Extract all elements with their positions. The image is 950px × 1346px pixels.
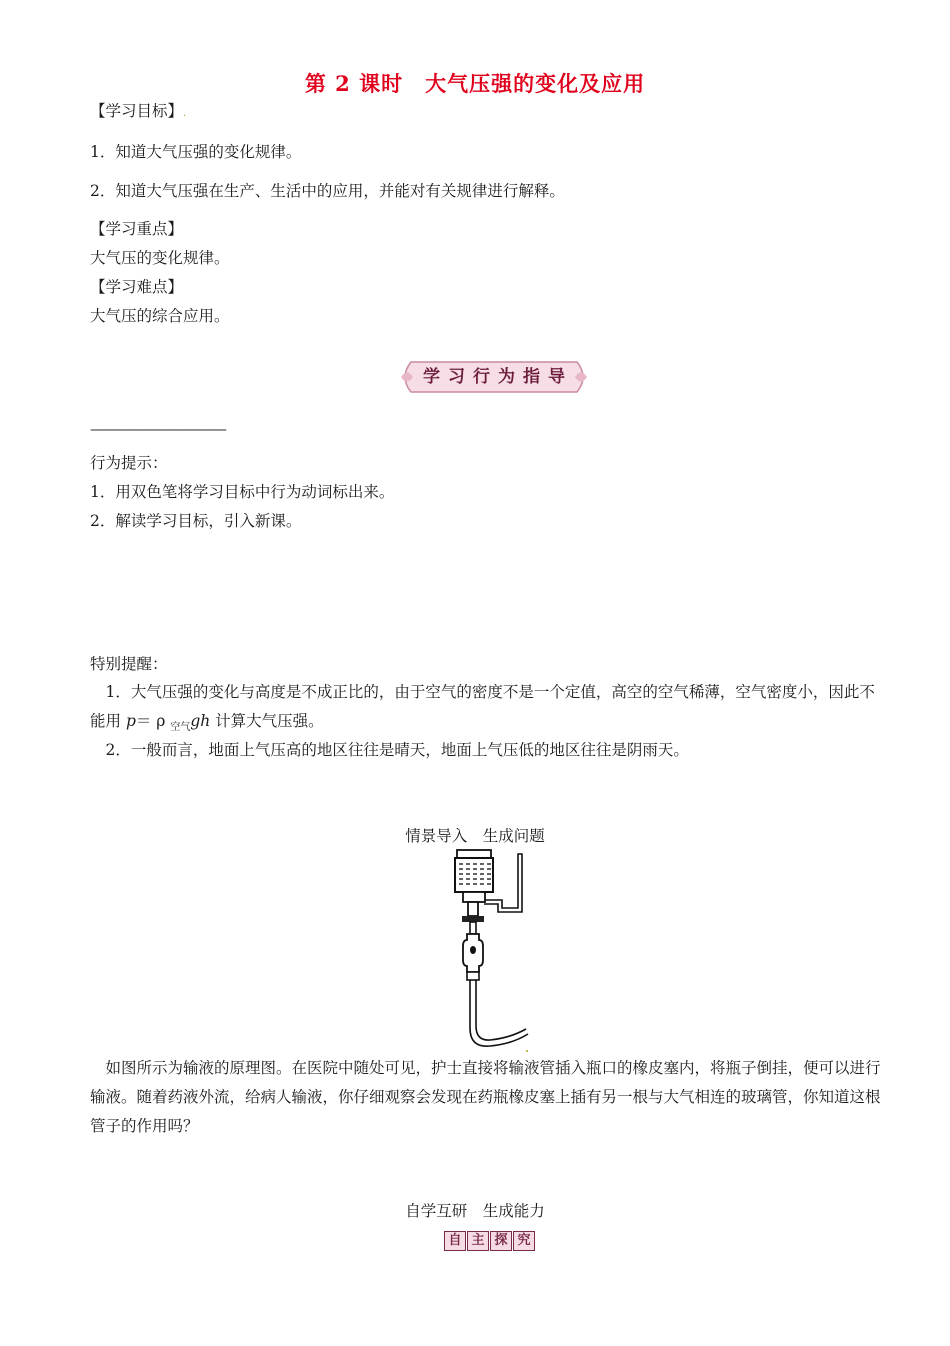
banner-label: 学习行为指导	[423, 367, 573, 387]
difficulty-text: 大气压的综合应用。	[90, 307, 230, 325]
behavior-tips-heading: 行为提示：	[90, 454, 168, 472]
key-point-text: 大气压的变化规律。	[90, 249, 230, 267]
objectives-heading: 【学习目标】.	[90, 102, 187, 120]
iv-drip-diagram	[440, 848, 540, 1054]
scene-paragraph: 如图所示为输液的原理图。在医院中随处可见，护士直接将输液管插入瓶口的橡皮塞内，将瓶子倒挂，便可以进行输液。随着药液外流，给病人输液，你仔细观察会发现在药瓶橡皮塞上插有另一根与大气相连的玻璃管，你知道这根管子的作用吗？	[90, 1059, 881, 1135]
special-reminder-item-2: 2．一般而言，地面上气压高的地区往往是晴天，地面上气压低的地区往往是阴雨天。	[105, 741, 689, 759]
badge-char-3: 探	[490, 1231, 512, 1251]
objective-item-2: 2．知道大气压强在生产、生活中的应用，并能对有关规律进行解释。	[90, 182, 565, 200]
special-reminder-item-1: 1．大气压强的变化与高度是不成正比的，由于空气的密度不是一个定值，高空的空气稀薄，空气密度小，因此不能用 p＝ ρ $_{空气}$gh 计算大气压强。	[90, 683, 875, 734]
self-study-badge	[444, 1229, 536, 1249]
badge-char-1: 自	[444, 1231, 466, 1251]
special-reminder-heading: 特别提醒：	[90, 655, 168, 673]
page-title: 第 2 课时 大气压强的变化及应用	[304, 71, 646, 96]
self-study-heading: 自学互研 生成能力	[405, 1202, 545, 1220]
divider-line: ——————————	[90, 420, 225, 438]
objective-item-1: 1．知道大气压强的变化规律。	[90, 143, 302, 161]
key-point-heading: 【学习重点】	[90, 220, 184, 238]
badge-char-2: 主	[467, 1231, 489, 1251]
scene-heading: 情景导入 生成问题	[405, 827, 545, 845]
behavior-tip-2: 2．解读学习目标，引入新课。	[90, 512, 302, 530]
difficulty-heading: 【学习难点】	[90, 278, 184, 296]
badge-char-4: 究	[513, 1231, 535, 1251]
behavior-tip-1: 1．用双色笔将学习目标中行为动词标出来。	[90, 483, 395, 501]
guidance-banner	[397, 360, 591, 394]
stray-mark: .	[183, 108, 187, 119]
